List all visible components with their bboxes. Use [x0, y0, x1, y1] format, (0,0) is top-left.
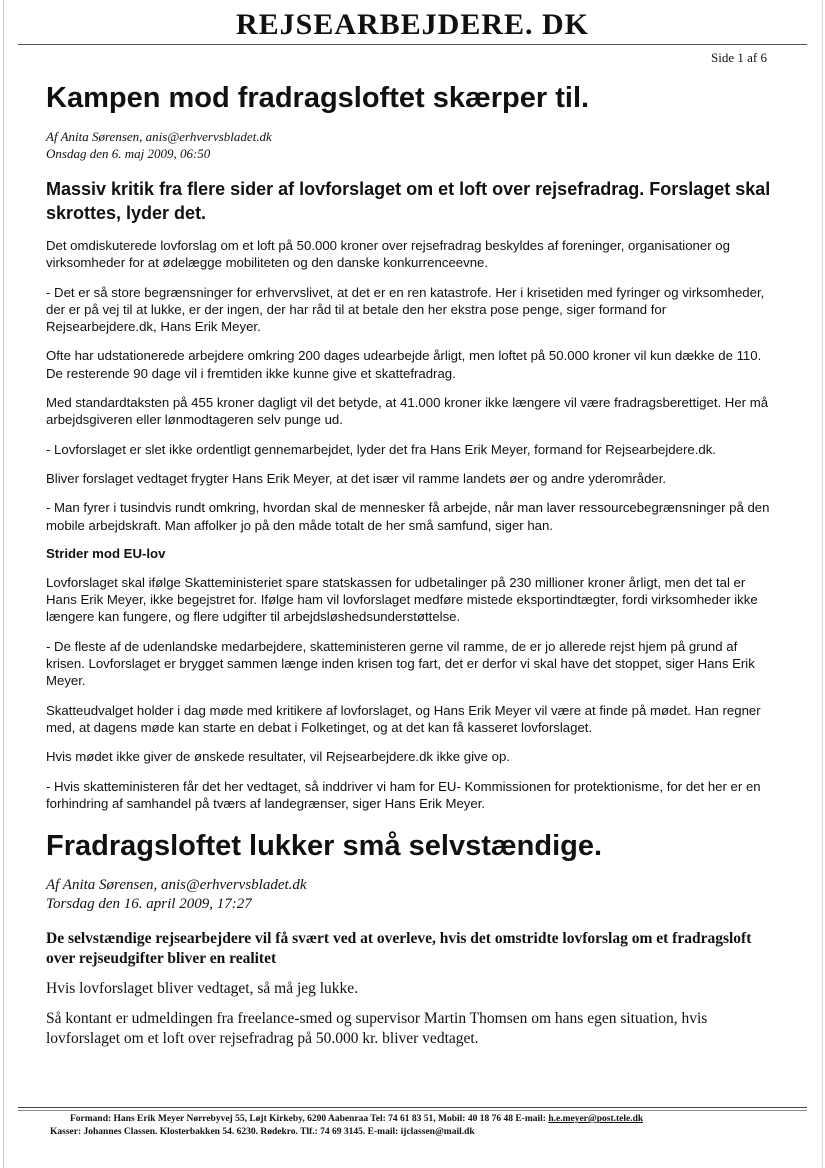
paragraph: - De fleste af de udenlandske medarbejdere, skatteministeren gerne vil ramme, de er jo allerede rejst hjem på grund af krisen. Lovforslaget er brygget sammen længe inden krisen tog fart, det er derfor vi skal have det stoppet, siger Hans Erik Meyer. [46, 638, 755, 689]
paragraph: Bliver forslaget vedtaget frygter Hans Erik Meyer, at det især vil ramme landets øer og andre yderområder. [46, 470, 667, 486]
footer-treasurer-line: Kasser: Johannes Classen. Klosterbakken 54. 6230. Rødekro. Tlf.: 74 69 3145. E-mail: ijclassen@mail.dk [50, 1127, 475, 1137]
paragraph: - Man fyrer i tusindvis rundt omkring, hvordan skal de mennesker få arbejde, når man laver ressourcebegrænsninger på den mobile arbejdskraft. Man affolker jo på den måde totalt de her små samfund, siger han. [46, 500, 770, 533]
article-content [46, 80, 771, 1049]
article-1-byline [46, 128, 771, 162]
footer [0, 1113, 825, 1139]
article-1-author: Af Anita Sørensen, anis@erhvervsbladet.dk [46, 129, 272, 144]
footer-chairman-text: Formand: Hans Erik Meyer Nørrebyvej 55, Løjt Kirkeby, 6200 Aabenraa Tel: 74 61 83 51, Mobil: 40 18 76 48 E-mail: [70, 1114, 549, 1124]
article-1-lead: Massiv kritik fra flere sider af lovforslaget om et loft over rejsefradrag. Forslaget skal skrottes, lyder det. [46, 179, 771, 223]
paragraph: Hvis lovforslaget bliver vedtaget, så må jeg lukke. [46, 980, 359, 998]
article-2 [46, 828, 771, 1049]
article-2-byline [46, 876, 771, 914]
scan-edge-left [3, 0, 4, 1168]
paragraph: Så kontant er udmeldingen fra freelance-smed og supervisor Martin Thomsen om hans egen situation, hvis lovforslaget om et loft over rejsefradrag på 50.000 kr. bliver vedtaget. [46, 1010, 708, 1048]
paragraph: - Det er så store begrænsninger for erhvervslivet, at det er en ren katastrofe. Her i krisetiden med fyringer og virksomheder, der er på vej til at lukke, er der ingen, der har råd til at betale den her ekstra pose penge, siger formand for Rejsearbejdere.dk, Hans Erik Meyer. [46, 284, 765, 335]
paragraph: Ofte har udstationerede arbejdere omkring 200 dages udearbejde årligt, men loftet på 50.000 kroner vil kun dække de 110. De resterende 90 dage vil i fremtiden ikke kunne give et skattefradrag. [46, 348, 762, 381]
article-2-headline: Fradragsloftet lukker små selvstændige. [46, 830, 603, 863]
paragraph: Hvis mødet ikke giver de ønskede resultater, vil Rejsearbejdere.dk ikke give op. [46, 749, 510, 765]
paragraph: - Lovforslaget er slet ikke ordentligt gennemarbejdet, lyder det fra Hans Erik Meyer, formand for Rejsearbejdere.dk. [46, 441, 716, 457]
paragraph: Lovforslaget skal ifølge Skatteministeriet spare statskassen for udbetalinger på 230 millioner kroner årligt, men det tal er Hans Erik Meyer, ikke begejstret for. Ifølge ham vil lovforslaget medføre mistede eksportindtægter, fordi virksomheder ikke længere kan fungere, og flere udgifter til arbejdsløshedsunderstøttelse. [46, 574, 758, 625]
article-1-subheading: Strider mod EU-lov [46, 545, 166, 561]
paragraph: Skatteudvalget holder i dag møde med kritikere af lovforslaget, og Hans Erik Meyer vil være at finde på mødet. Han regner med, at dagens møde kan starte en debat i Folketinget, og at det kan få kasseret lovforslaget. [46, 702, 761, 735]
article-2-author: Af Anita Sørensen, anis@erhvervsbladet.dk [46, 877, 307, 894]
scan-edge-right [822, 0, 823, 1168]
footer-rule [18, 1107, 807, 1108]
paragraph: - Hvis skatteministeren får det her vedtaget, så inddriver vi ham for EU- Kommissionen for protektionisme, for det her er en forhindring af samhandel på tværs af landegrænser, siger Hans Erik Meyer. [46, 778, 761, 811]
article-1-date: Onsdag den 6. maj 2009, 06:50 [46, 146, 211, 161]
page-count: Side 1 af 6 [711, 50, 767, 65]
article-1 [46, 80, 771, 812]
footer-rule-secondary [18, 1110, 807, 1111]
paragraph: Med standardtaksten på 455 kroner dagligt vil det betyde, at 41.000 kroner ikke længere vil være fradragsberettiget. Her må arbejdsgiveren eller lønmodtageren selv punge ud. [46, 395, 769, 428]
paragraph: Det omdiskuterede lovforslag om et loft på 50.000 kroner over rejsefradrag beskyldes af foreninger, organisationer og virksomheder for at ødelægge mobiliteten og den danske konkurrenceevne. [46, 238, 730, 271]
article-2-lead: De selvstændige rejsearbejdere vil få svært ved at overleve, hvis det omstridte lovforslag om et fradragsloft over rejseudgifter bliver en realitet [46, 930, 752, 968]
header-rule [18, 44, 807, 45]
article-2-date: Torsdag den 16. april 2009, 17:27 [46, 896, 252, 913]
footer-chairman-line [0, 1113, 825, 1126]
chairman-email-link[interactable]: h.e.meyer@post.tele.dk [548, 1114, 644, 1124]
site-title: REJSEARBEJDERE. DK [235, 8, 590, 41]
article-1-headline: Kampen mod fradragsloftet skærper til. [46, 82, 590, 114]
